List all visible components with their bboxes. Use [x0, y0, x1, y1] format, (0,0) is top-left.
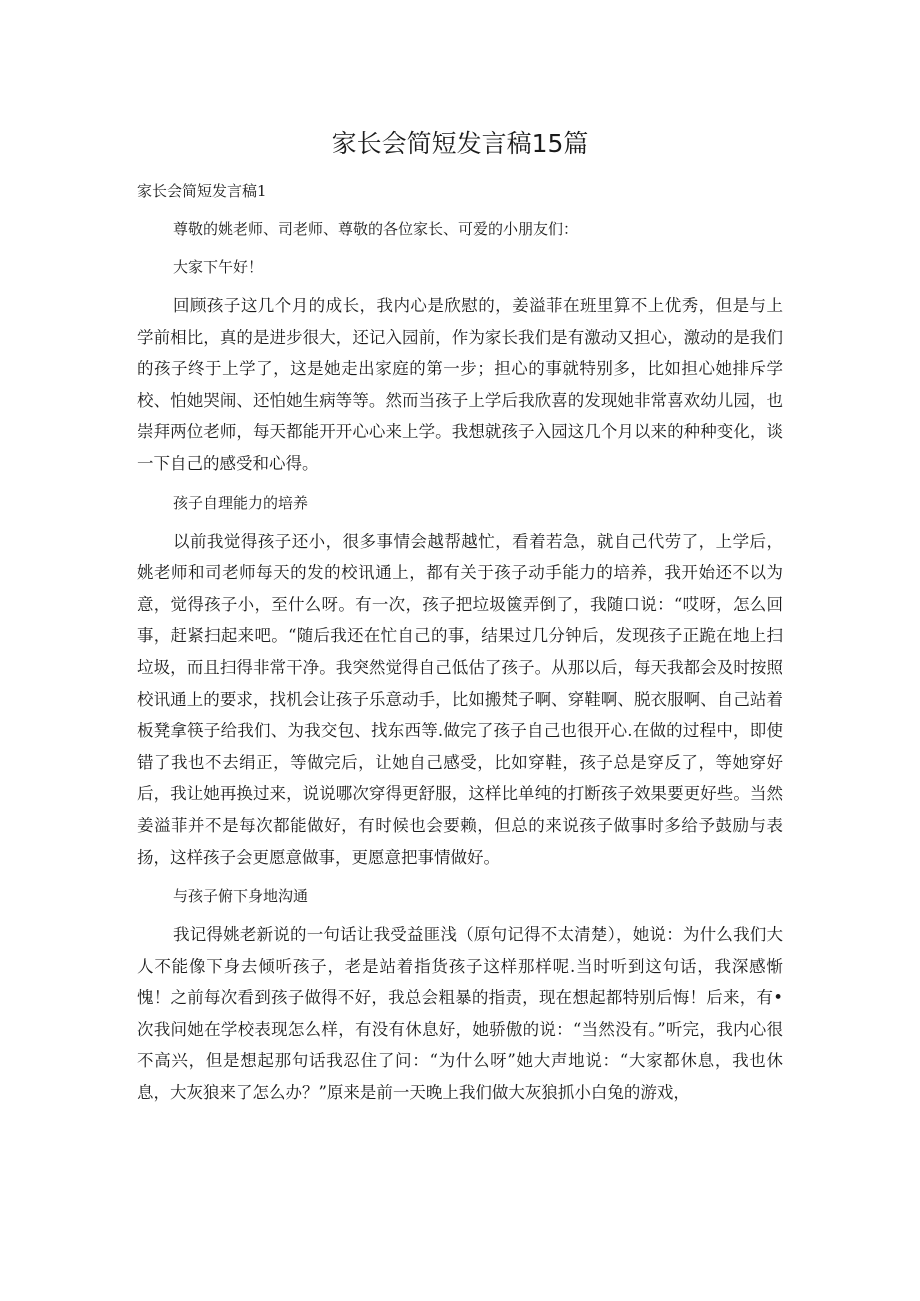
greeting: 大家下午好！ — [173, 258, 264, 276]
subheading-communicate: 与孩子俯下身地沟通 — [173, 887, 309, 906]
subheading-selfcare: 孩子自理能力的培养 — [173, 493, 309, 512]
section-heading: 家长会简短发言稿1 — [137, 182, 267, 200]
salutation: 尊敬的姚老师、司老师、尊敬的各位家长、可爱的小朋友们： — [173, 220, 579, 238]
paragraph-intro: 回顾孩子这几个月的成长，我内心是欣慰的，姜溢菲在班里算不上优秀，但是与上学前相比，真的是进步很大，还记入园前，作为家长我们是有激动又担心，激动的是我们的孩子终于上学了，这是她走出家庭的第一步；担心的事就特别多，比如担心她排斥学校、怕她哭闹、还怕她生病等等。然而当孩子上学后我欣喜的发现她非常喜欢幼儿园，也崇拜两位老师，每天都能开开心心来上学。我想就孩子入园这几个月以来的种种变化，谈一下自己的感受和心得。 — [137, 296, 783, 473]
document-title: 家长会简短发言稿15篇 — [331, 129, 589, 158]
paragraph-communicate: 我记得姚老新说的一句话让我受益匪浅（原句记得不太清楚），她说：为什么我们大人不能像下身去倾听孩子，老是站着指货孩子这样那样呢.当时听到这句话，我深感惭愧！之前每次看到孩子做得不好，我总会粗暴的指责，现在想起都特别后悔！后来，有•次我问她在学校表现怎么样，有没有休息好，她骄傲的说：“当然没有。”听完，我内心很不高兴，但是想起那句话我忍住了问：“为什么呀”她大声地说：“大家都休息，我也休息，大灰狼来了怎么办？”原来是前一天晚上我们做大灰狼抓小白兔的游戏， — [137, 925, 783, 1103]
paragraph-selfcare: 以前我觉得孩子还小，很多事情会越帮越忙，看着若急，就自己代劳了，上学后，姚老师和司老师每天的发的校讯通上，都有关于孩子动手能力的培养，我开始还不以为意，觉得孩子小，至什么呀。有一次，孩子把垃圾篋弄倒了，我随口说：“哎呀，怎么回事，赶紧扫起来吧。“随后我还在忙自己的事，结果过几分钟后，发现孩子正跪在地上扫垃圾，而且扫得非常干净。我突然觉得自己低估了孩子。从那以后，每天我都会及时按照校讯通上的要求，找机会让孩子乐意动手，比如搬梵子啊、穿鞋啊、脱衣服啊、自己站着板凳拿筷子给我们、为我交包、找东西等.做完了孩子自己也很开心.在做的过程中，即使错了我也不去绢正，等做完后，让她自己感受，比如穿鞋，孩子总是穿反了，等她穿好后，我让她再换过来，说说哪次穿得更舒服，这样比单纯的打断孩子效果要更好些。当然姜溢菲并不是每次都能做好，有时候也会要赖，但总的来说孩子做事时多给予鼓励与表扬，这样孩子会更愿意做事，更愿意把事情做好。 — [137, 531, 783, 867]
document-body — [137, 176, 783, 1109]
